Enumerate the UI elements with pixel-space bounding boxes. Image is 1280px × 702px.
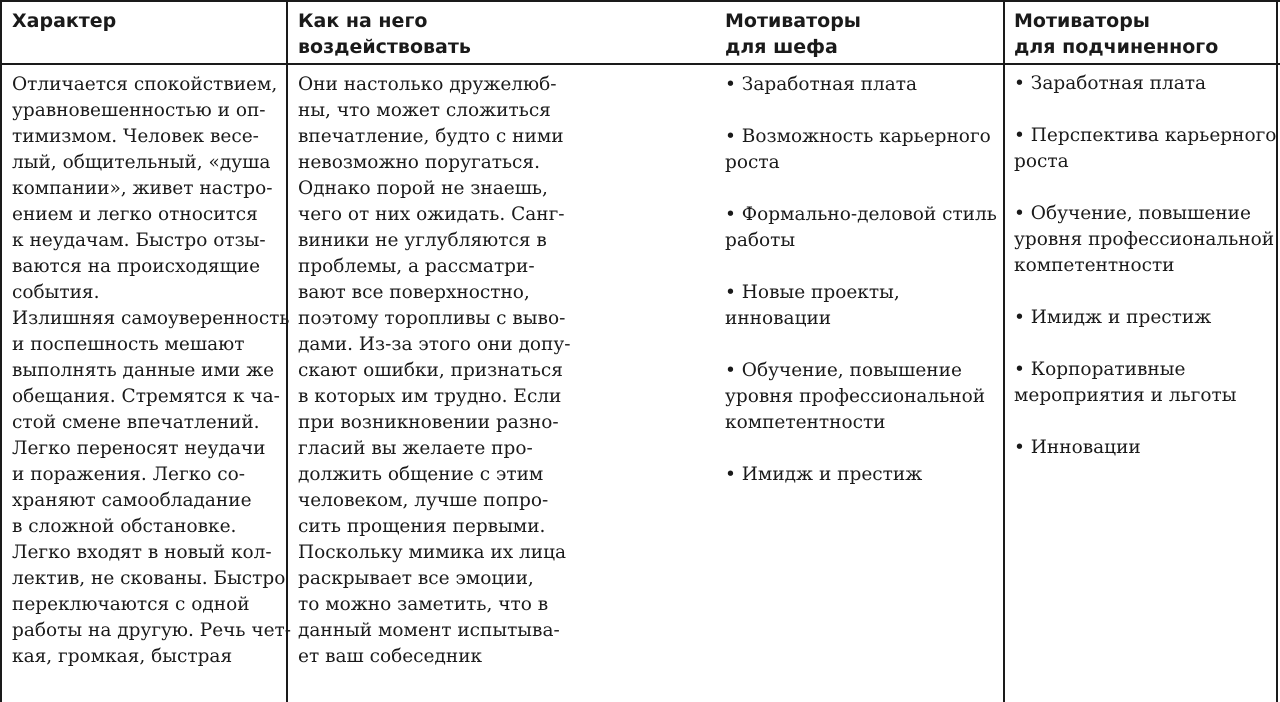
header-character: Характер (12, 10, 117, 32)
influence-text-line: человеком, лучше попро- (298, 490, 549, 511)
character-text-line: Легко входят в новый кол- (12, 542, 272, 563)
influence-text-line: при возникновении разно- (298, 412, 559, 433)
influence-text-line: раскрывает все эмоции, (298, 568, 534, 589)
influence-text-line: должить общение с этим (298, 464, 544, 485)
boss-motivator-item: • Формально-деловой стиль работы (725, 202, 997, 254)
character-text-line: к неудачам. Быстро отзы- (12, 230, 266, 251)
header-divider (0, 63, 1280, 65)
character-text-line: лектив, не скованы. Быстро (12, 568, 286, 589)
character-description (12, 72, 291, 670)
character-text-line: лый, общительный, «душа (12, 152, 271, 173)
influence-text-line: гласий вы желаете про- (298, 438, 533, 459)
influence-text-line: ны, что может сложиться (298, 100, 551, 121)
boss-motivator-item: • Новые проекты, инновации (725, 280, 997, 332)
character-text-line: ением и легко относится (12, 204, 258, 225)
subordinate-motivator-item: • Заработная плата (1014, 71, 1276, 97)
character-text-line: храняют самообладание (12, 490, 252, 511)
table-left-border (0, 0, 2, 702)
character-text-line: уравновешенностью и оп- (12, 100, 266, 121)
character-text-line: и поражения. Легко со- (12, 464, 246, 485)
influence-text-line: невозможно поругаться. (298, 152, 540, 173)
influence-text-line: Поскольку мимика их лица (298, 542, 567, 563)
subordinate-motivator-item: • Корпоративные мероприятия и льготы (1014, 357, 1276, 409)
character-text-line: компании», живет настро- (12, 178, 273, 199)
subordinate-motivators-list (1014, 71, 1276, 487)
influence-text-line: чего от них ожидать. Санг- (298, 204, 565, 225)
table-top-border (0, 0, 1280, 2)
influence-text-line: данный момент испытыва- (298, 620, 560, 641)
character-text-line: работы на другую. Речь чет- (12, 620, 292, 641)
influence-text-line: поэтому торопливы с выво- (298, 308, 566, 329)
subordinate-motivator-item: • Имидж и престиж (1014, 305, 1276, 331)
character-text-line: Легко переносят неудачи (12, 438, 266, 459)
character-text-line: Отличается спокойствием, (12, 74, 278, 95)
influence-text-line: виники не углубляются в (298, 230, 547, 251)
character-text-line: кая, громкая, быстрая (12, 646, 233, 667)
subordinate-motivator-item: • Перспектива карьерного роста (1014, 123, 1276, 175)
boss-motivator-item: • Заработная плата (725, 72, 997, 98)
influence-text-line: в которых им трудно. Если (298, 386, 562, 407)
character-text-line: Излишняя самоуверенность (12, 308, 290, 329)
header-how-to-influence: Как на него воздействовать (298, 10, 471, 58)
influence-text-line: проблемы, а рассматри- (298, 256, 535, 277)
influence-text-line: Они настолько дружелюб- (298, 74, 557, 95)
influence-text-line: скают ошибки, признаться (298, 360, 563, 381)
subordinate-motivator-item: • Обучение, повышение уровня профессиональной компетентности (1014, 201, 1276, 279)
subordinate-motivator-item: • Инновации (1014, 435, 1276, 461)
character-text-line: и поспешность мешают (12, 334, 245, 355)
influence-description (298, 72, 571, 670)
character-text-line: ваются на происходящие (12, 256, 261, 277)
influence-text-line: то можно заметить, что в (298, 594, 549, 615)
boss-motivator-item: • Имидж и престиж (725, 462, 997, 488)
character-text-line: переключаются с одной (12, 594, 250, 615)
character-text-line: тимизмом. Человек весе- (12, 126, 259, 147)
influence-text-line: сить прощения первыми. (298, 516, 546, 537)
influence-text-line: впечатление, будто с ними (298, 126, 564, 147)
character-text-line: стой смене впечатлений. (12, 412, 260, 433)
influence-text-line: дами. Из-за этого они допу- (298, 334, 571, 355)
character-text-line: обещания. Стремятся к ча- (12, 386, 280, 407)
boss-motivator-item: • Возможность карьерного роста (725, 124, 997, 176)
boss-motivator-item: • Обучение, повышение уровня профессиональной компетентности (725, 358, 997, 436)
influence-text-line: ет ваш собеседник (298, 646, 483, 667)
influence-text-line: вают все поверхностно, (298, 282, 530, 303)
character-text-line: выполнять данные ими же (12, 360, 275, 381)
character-text-line: в сложной обстановке. (12, 516, 237, 537)
character-text-line: события. (12, 282, 100, 303)
boss-motivators-list (725, 72, 997, 514)
header-motivators-subordinate: Мотиваторы для подчиненного (1014, 10, 1219, 58)
header-motivators-boss: Мотиваторы для шефа (725, 10, 861, 58)
influence-text-line: Однако порой не знаешь, (298, 178, 548, 199)
column-divider-2 (1003, 0, 1005, 702)
